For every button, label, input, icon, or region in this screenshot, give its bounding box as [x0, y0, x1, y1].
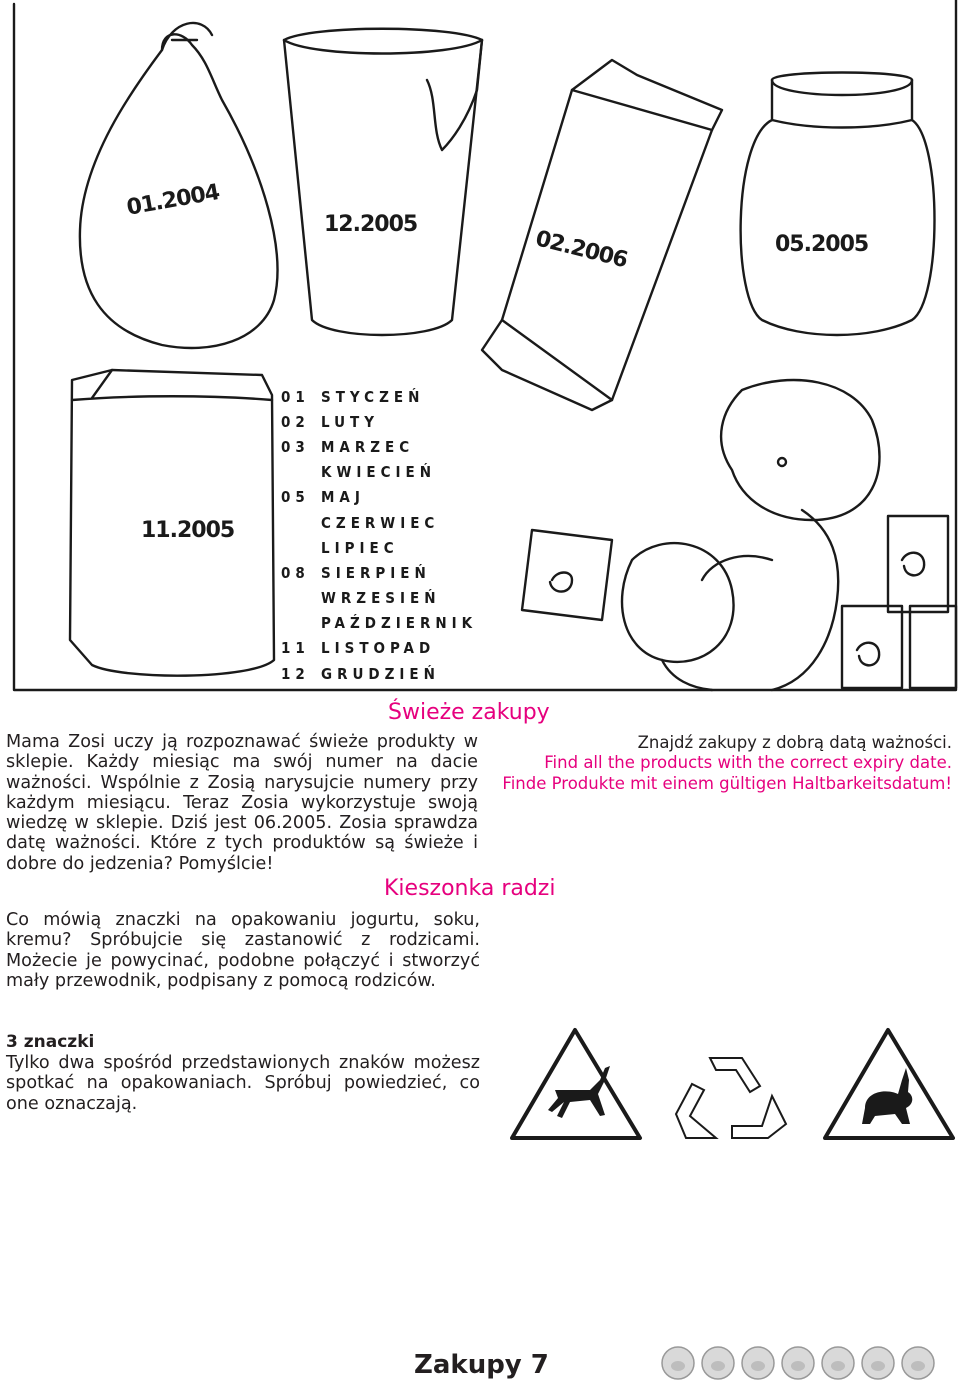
month-name: LUTY — [321, 412, 379, 431]
stamp-bar: 02.2006 — [532, 226, 630, 274]
month-name: MARZEC — [321, 437, 415, 456]
shelf-box-left — [842, 606, 902, 688]
mother-figure — [721, 380, 879, 520]
section-heading-fresh-shopping: Świeże zakupy — [388, 700, 550, 725]
piggy-bank-icon — [860, 1344, 896, 1382]
month-name: LIPIEC — [321, 538, 399, 557]
three-signs-text: Tylko dwa spośród przedstawionych znaków możesz spotkać na opakowaniach. Spróbuj powiedzieć, co one oznaczają. — [6, 1053, 480, 1114]
rabbit-triangle-sign-icon — [825, 1030, 953, 1138]
month-row — [276, 661, 486, 686]
month-row — [276, 434, 486, 459]
month-name: MAJ — [321, 488, 365, 507]
month-number: 03 — [281, 437, 310, 456]
month-name: SIERPIEŃ — [321, 563, 431, 582]
jar-outline — [741, 73, 935, 336]
piggy-bank-icon — [740, 1344, 776, 1382]
yogurt-cup-outline — [284, 29, 482, 335]
piggy-bank-icon — [700, 1344, 736, 1382]
instruction-de: Finde Produkte mit einem gültigen Haltbarkeitsdatum! — [502, 773, 952, 793]
month-number: 01 — [281, 387, 310, 406]
rabbit-silhouette-icon — [862, 1068, 912, 1124]
month-number: 12 — [281, 664, 310, 683]
deer-warning-sign-icon — [512, 1030, 640, 1138]
pocket-advice-text: Co mówią znaczki na opakowaniu jogurtu, soku, kremu? Spróbujcie się zastanowić z rodzicami. Możecie je powycinać, podobne połączyć i stworzyć mały przewodnik, podpisany z pomocą rodziców. — [6, 910, 480, 991]
stamp-yogurt: 12.2005 — [324, 212, 418, 237]
shelf-box-right — [910, 606, 956, 688]
month-row — [276, 485, 486, 510]
section-body-fresh-shopping — [6, 732, 478, 874]
section-body-pocket-advice — [6, 910, 480, 991]
month-row — [276, 611, 486, 636]
month-row — [276, 560, 486, 585]
month-row — [276, 460, 486, 485]
month-name: WRZESIEŃ — [321, 589, 441, 608]
piggy-bank-icon — [900, 1344, 936, 1382]
held-box — [522, 530, 612, 620]
month-table — [276, 384, 486, 686]
section-body-three-signs — [6, 1053, 480, 1114]
month-name: KWIECIEŃ — [321, 463, 437, 482]
fresh-shopping-text: Mama Zosi uczy ją rozpoznawać świeże produkty w sklepie. Każdy miesiąc ma swój numer na dacie ważności. Wspólnie z Zosią narysujcie numery przy każdym miesiącu. Teraz Zosia wykorzystuje swoją wiedzę w sklepie. Dziś jest 06.2005. Zosia sprawdza datę ważności. Które z tych produktów są świeże i dobre do jedzenia? Pomyślcie! — [6, 732, 478, 874]
stamp-jar: 05.2005 — [775, 232, 869, 257]
piggy-bank-icon — [780, 1344, 816, 1382]
piggy-bank-icon — [820, 1344, 856, 1382]
month-name: PAŹDZIERNIK — [321, 614, 478, 633]
piggy-bank-icon — [660, 1344, 696, 1382]
section-heading-pocket-advice: Kieszonka radzi — [384, 876, 556, 901]
page-footer-title: Zakupy 7 — [414, 1350, 549, 1380]
month-number: 02 — [281, 412, 310, 431]
instruction-en: Find all the products with the correct expiry date. — [544, 753, 952, 773]
signs-drawing — [510, 1020, 955, 1145]
task-instructions — [500, 733, 952, 794]
month-row — [276, 510, 486, 535]
month-name: GRUDZIEŃ — [321, 664, 440, 683]
month-number: 11 — [281, 639, 310, 658]
month-row — [276, 586, 486, 611]
stamp-bag: 01.2004 — [124, 180, 221, 221]
signs-row — [510, 1020, 955, 1145]
month-name: STYCZEŃ — [321, 387, 425, 406]
month-number: 08 — [281, 563, 310, 582]
month-name: CZERWIEC — [321, 513, 440, 532]
month-number: 05 — [281, 488, 310, 507]
month-row — [276, 535, 486, 560]
month-row — [276, 384, 486, 409]
footer-pig-icons — [660, 1344, 936, 1382]
month-row — [276, 409, 486, 434]
month-row — [276, 636, 486, 661]
shelf-box-top — [888, 516, 948, 612]
recycling-symbol-icon — [676, 1058, 786, 1138]
child-figure — [622, 543, 734, 662]
bar-wrapper-outline — [482, 60, 722, 410]
month-name: LISTOPAD — [321, 639, 436, 658]
section-heading-three-signs: 3 znaczki — [6, 1032, 95, 1052]
instruction-pl: Znajdź zakupy z dobrą datą ważności. — [637, 733, 952, 752]
stamp-carton: 11.2005 — [141, 518, 235, 543]
